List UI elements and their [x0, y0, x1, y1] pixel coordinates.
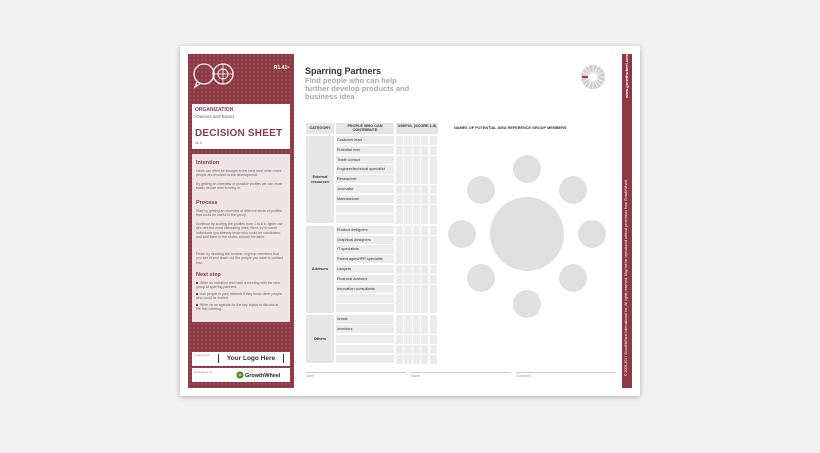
score-cell[interactable] [404, 294, 411, 304]
left-panel [188, 54, 294, 388]
score-cell[interactable] [430, 245, 437, 255]
score-cell[interactable] [396, 355, 403, 365]
score-cell[interactable] [404, 236, 411, 246]
company-field[interactable]: Company [516, 372, 616, 378]
table-row [336, 325, 438, 334]
intention-heading: Intention [196, 160, 220, 166]
next-step-item: Ask people in your network if they know other people who could be invited. [196, 292, 282, 301]
row-label[interactable]: Engineer/technical specialist [336, 165, 394, 174]
score-cell[interactable] [421, 236, 428, 246]
score-cell[interactable] [413, 165, 420, 175]
score-cell[interactable] [430, 275, 437, 285]
score-cell[interactable] [421, 175, 428, 185]
score-cell[interactable] [396, 156, 403, 166]
score-cell[interactable] [396, 245, 403, 255]
score-cell[interactable] [404, 355, 411, 365]
member-circle [467, 176, 495, 204]
col-header-category: CATEGORY [306, 123, 334, 134]
sheet-code: R1.41• [273, 65, 289, 71]
score-cell[interactable] [404, 245, 411, 255]
table-row [336, 304, 438, 313]
score-cell[interactable] [421, 355, 428, 365]
row-label[interactable] [336, 335, 394, 344]
name-field[interactable]: Name [411, 372, 511, 378]
score-cell[interactable] [421, 136, 428, 146]
score-cell[interactable] [421, 294, 428, 304]
row-label[interactable]: Innovation consultants [336, 285, 394, 294]
score-cell[interactable] [421, 275, 428, 285]
score-cell[interactable] [413, 195, 420, 205]
next-step-item: Write an invitation and have a meeting with the new group of sparring partners. [196, 281, 280, 290]
score-cell[interactable] [396, 345, 403, 355]
score-cell[interactable] [421, 345, 428, 355]
member-circle [559, 176, 587, 204]
score-cell[interactable] [396, 214, 403, 224]
score-cell[interactable] [396, 294, 403, 304]
table-row [336, 226, 438, 235]
score-cell[interactable] [404, 156, 411, 166]
table-row [336, 255, 438, 264]
row-label[interactable]: Researcher [336, 175, 394, 184]
score-cell[interactable] [396, 315, 403, 325]
score-cell[interactable] [421, 285, 428, 295]
score-cell[interactable] [396, 185, 403, 195]
member-circle [559, 264, 587, 292]
table-row [336, 136, 438, 145]
score-cell[interactable] [404, 335, 411, 345]
row-label[interactable] [336, 304, 394, 313]
doc-title: DECISION SHEET [195, 128, 283, 139]
member-circle [448, 220, 476, 248]
score-cell[interactable] [413, 156, 420, 166]
score-cell[interactable] [413, 136, 420, 146]
score-cell[interactable] [404, 136, 411, 146]
table-row [336, 185, 438, 194]
score-cell[interactable] [421, 304, 428, 314]
org-label: ORGANIZATION [195, 107, 234, 113]
score-cell[interactable] [404, 255, 411, 265]
score-cell[interactable] [396, 285, 403, 295]
row-label[interactable]: Financial advisers [336, 275, 394, 284]
row-label[interactable]: Trade contact [336, 156, 394, 165]
score-cell[interactable] [404, 304, 411, 314]
score-cell[interactable] [404, 195, 411, 205]
score-cell[interactable] [413, 265, 420, 275]
instructions-box [192, 154, 290, 322]
licensed-to-label: Licensed to [194, 353, 210, 357]
table-row [336, 195, 438, 204]
process-text-3: Finish by deciding the number of group members that you see fit and reach out the people you want to contact first. [196, 252, 283, 265]
table-row [336, 165, 438, 174]
score-cell[interactable] [404, 226, 411, 236]
table-row [336, 146, 438, 155]
score-cell[interactable] [413, 245, 420, 255]
score-cell[interactable] [404, 265, 411, 275]
score-cell[interactable] [396, 165, 403, 175]
row-label[interactable]: Potential user [336, 146, 394, 155]
brand-text: GrowthWheel [245, 373, 281, 379]
score-cell[interactable] [430, 236, 437, 246]
score-cell[interactable] [404, 345, 411, 355]
score-cell[interactable] [413, 325, 420, 335]
score-cell[interactable] [430, 355, 437, 365]
circles-title: NAMES OF POTENTIAL IDEA REFERENCE GROUP MEMBERS [454, 126, 567, 130]
table-row [336, 275, 438, 284]
row-label[interactable]: Journalist [336, 185, 394, 194]
score-cell[interactable] [413, 275, 420, 285]
score-cell[interactable] [430, 175, 437, 185]
score-cell[interactable] [430, 285, 437, 295]
next-step-heading: Next step [196, 272, 221, 278]
row-label[interactable]: Patent agent/IPR specialist [336, 255, 394, 264]
row-label[interactable]: IT specialists [336, 245, 394, 254]
org-sub-label: /Owners and Board [195, 114, 234, 119]
score-cell[interactable] [413, 255, 420, 265]
intention-text-2: By getting an overview of possible profiles we can more easily decide who to bring in. [196, 182, 283, 191]
your-logo-placeholder: Your Logo Here [218, 354, 284, 363]
score-cell[interactable] [421, 325, 428, 335]
score-cell[interactable] [430, 214, 437, 224]
score-cell[interactable] [430, 185, 437, 195]
score-cell[interactable] [413, 285, 420, 295]
score-cell[interactable] [430, 156, 437, 166]
score-cell[interactable] [404, 165, 411, 175]
row-label[interactable] [336, 214, 394, 223]
score-cell[interactable] [404, 315, 411, 325]
category-cell: Advisors [306, 226, 334, 313]
score-cell[interactable] [421, 165, 428, 175]
growthwheel-logo [236, 371, 286, 379]
score-cell[interactable] [413, 236, 420, 246]
developed-box [192, 368, 290, 382]
speech-bubbles-icon [192, 60, 238, 90]
row-label[interactable]: Product designers [336, 226, 394, 235]
score-cell[interactable] [421, 205, 428, 215]
score-cell[interactable] [413, 335, 420, 345]
row-label[interactable] [336, 294, 394, 303]
score-cell[interactable] [413, 304, 420, 314]
col-header-useful: USEFUL (SCORE 1-5) [396, 123, 438, 134]
score-cell[interactable] [430, 146, 437, 156]
score-cell[interactable] [430, 136, 437, 146]
score-cell[interactable] [413, 294, 420, 304]
score-cell[interactable] [404, 205, 411, 215]
page-subtitle: Find people who can help further develop products and business idea [305, 76, 410, 102]
score-cell[interactable] [396, 175, 403, 185]
process-text-1: Start by getting an overview of different kinds of profiles that could be useful in the group. [196, 209, 282, 218]
doc-version: v1.3 [195, 141, 202, 145]
score-cell[interactable] [413, 175, 420, 185]
score-cell[interactable] [421, 335, 428, 345]
score-cell[interactable] [396, 304, 403, 314]
score-cell[interactable] [413, 355, 420, 365]
date-field[interactable]: Date [306, 372, 406, 378]
table-row [336, 205, 438, 214]
score-cell[interactable] [396, 226, 403, 236]
row-label[interactable]: Lawyers [336, 265, 394, 274]
score-cell[interactable] [421, 185, 428, 195]
col-header-people: PEOPLE WHO CAN CONTRIBUTE [336, 123, 394, 134]
table-row [336, 214, 438, 223]
score-cell[interactable] [413, 205, 420, 215]
contributors-table [306, 123, 438, 361]
table-row [336, 175, 438, 184]
group-members-circles [444, 146, 610, 321]
table-row [336, 315, 438, 324]
member-circle [513, 155, 541, 183]
score-cell[interactable] [430, 265, 437, 275]
score-cell[interactable] [413, 345, 420, 355]
score-cell[interactable] [430, 325, 437, 335]
score-cell[interactable] [430, 335, 437, 345]
developed-by-label: Developed by [194, 370, 213, 374]
score-cell[interactable] [396, 205, 403, 215]
licensed-box [192, 352, 290, 366]
row-label[interactable]: Graphical designers [336, 236, 394, 245]
score-cell[interactable] [413, 146, 420, 156]
score-cell[interactable] [396, 195, 403, 205]
score-cell[interactable] [430, 294, 437, 304]
category-cell: Others [306, 315, 334, 363]
score-cell[interactable] [413, 214, 420, 224]
score-cell[interactable] [396, 255, 403, 265]
score-cell[interactable] [421, 226, 428, 236]
score-cell[interactable] [430, 345, 437, 355]
table-row [336, 345, 438, 354]
score-cell[interactable] [430, 205, 437, 215]
copyright-text: © 2003-2017 GrowthWheel International Inc. All rights reserved. May not be reproduced without permission from GrowthWheel. [624, 178, 628, 376]
table-row [336, 245, 438, 254]
process-heading: Process [196, 200, 218, 206]
score-cell[interactable] [404, 275, 411, 285]
score-cell[interactable] [404, 285, 411, 295]
brand-url-text: www.growthwheel.com [624, 53, 629, 98]
score-cell[interactable] [430, 255, 437, 265]
score-cell[interactable] [413, 315, 420, 325]
score-cell[interactable] [396, 136, 403, 146]
row-label[interactable] [336, 205, 394, 214]
score-cell[interactable] [421, 245, 428, 255]
score-cell[interactable] [396, 146, 403, 156]
growth-wheel-icon [580, 64, 606, 90]
score-cell[interactable] [396, 335, 403, 345]
score-cell[interactable] [430, 165, 437, 175]
score-cell[interactable] [413, 185, 420, 195]
score-cell[interactable] [421, 265, 428, 275]
score-cell[interactable] [421, 315, 428, 325]
score-cell[interactable] [404, 325, 411, 335]
score-cell[interactable] [430, 226, 437, 236]
score-cell[interactable] [430, 195, 437, 205]
organization-box [192, 104, 290, 149]
score-cell[interactable] [404, 185, 411, 195]
table-row [336, 236, 438, 245]
table-row [336, 265, 438, 274]
row-label[interactable] [336, 345, 394, 354]
table-row [336, 156, 438, 165]
score-cell[interactable] [430, 304, 437, 314]
row-label[interactable]: Customer lead [336, 136, 394, 145]
score-cell[interactable] [404, 214, 411, 224]
score-cell[interactable] [404, 146, 411, 156]
footer-fields [306, 372, 616, 380]
score-cell[interactable] [421, 156, 428, 166]
score-cell[interactable] [421, 214, 428, 224]
score-cell[interactable] [396, 325, 403, 335]
member-circle [578, 220, 606, 248]
score-cell[interactable] [421, 195, 428, 205]
category-cell: External resources [306, 136, 334, 223]
member-circle [513, 290, 541, 318]
score-cell[interactable] [413, 226, 420, 236]
row-label[interactable]: Investors [336, 325, 394, 334]
intention-text-1: Ideas can often be brought to the next level when more people are involved in the development. [196, 169, 282, 178]
score-cell[interactable] [396, 265, 403, 275]
table-row [336, 335, 438, 344]
score-cell[interactable] [396, 236, 403, 246]
score-cell[interactable] [430, 315, 437, 325]
decision-sheet-page [180, 46, 640, 396]
score-cell[interactable] [421, 146, 428, 156]
table-row [336, 285, 438, 294]
row-label[interactable] [336, 355, 394, 364]
score-cell[interactable] [396, 275, 403, 285]
next-step-item: Write up an agenda for the key topics to discuss at the first meeting. [196, 303, 279, 312]
row-label[interactable]: Artists [336, 315, 394, 324]
process-text-2: Continue by scoring the profiles from 1 to 5 to figure out who are the most interesting ones. Next, try to name individuals you already know who could be candidates, and add them in the circles around the table. [196, 222, 283, 239]
score-cell[interactable] [421, 255, 428, 265]
page-title: Sparring Partners [305, 66, 382, 76]
member-circle [467, 264, 495, 292]
table-row [336, 294, 438, 303]
score-cell[interactable] [404, 175, 411, 185]
center-table-circle [490, 197, 564, 271]
row-label[interactable]: Manufacturer [336, 195, 394, 204]
table-row [336, 355, 438, 364]
